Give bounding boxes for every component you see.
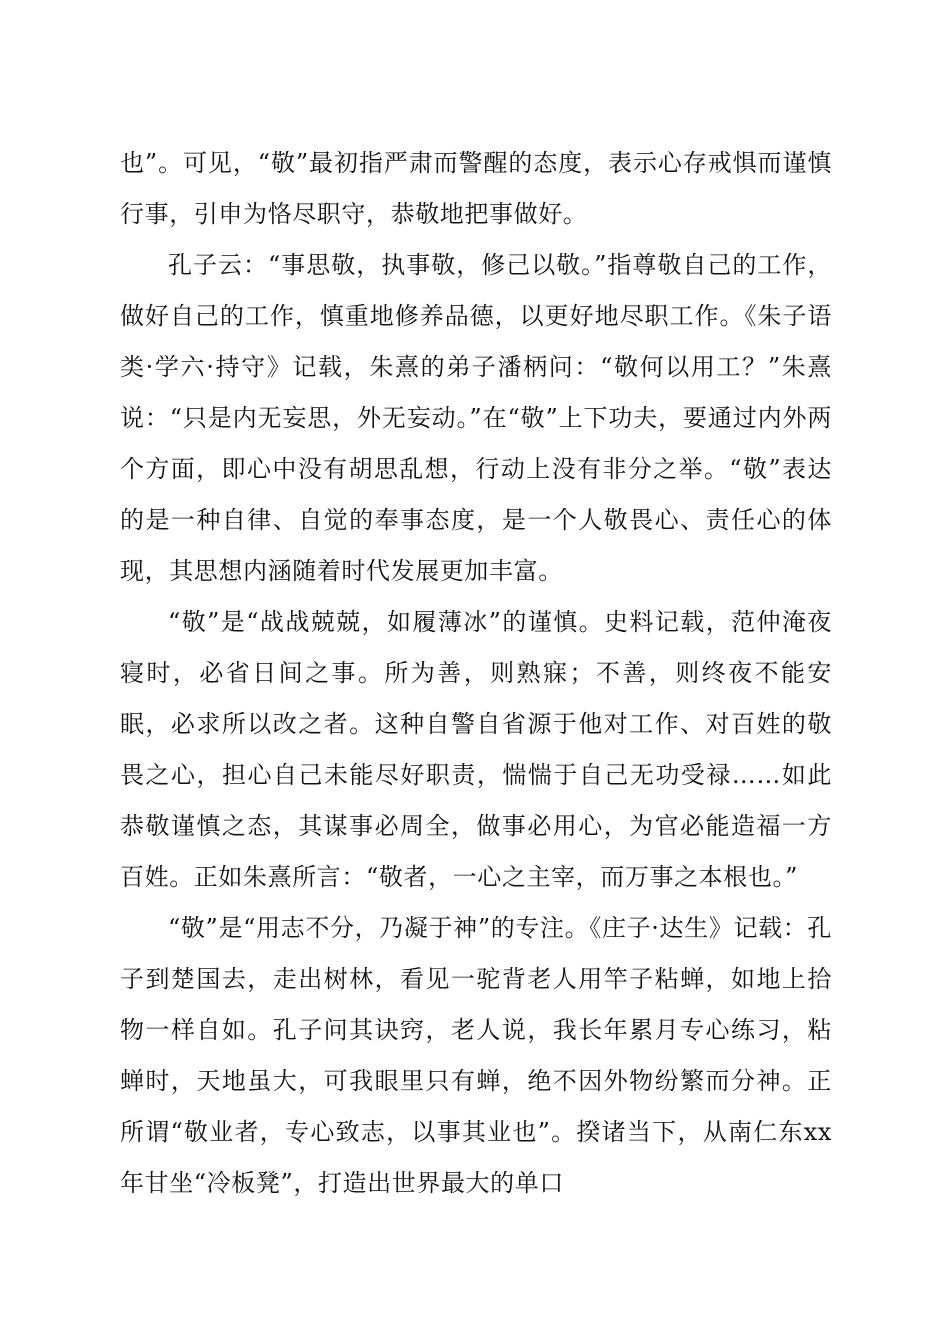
paragraph-1: 也”。可见，“敬”最初指严肃而警醒的态度，表示心存戒惧而谨慎行事，引申为恪尽职守，恭敬地把事做好。 [120,149,832,228]
document-page [120,138,832,1209]
paragraph-2: 孔子云：“事思敬，执事敬，修己以敬。”指尊敬自己的工作，做好自己的工作，慎重地修养品德，以更好地尽职工作。《朱子语类·学六·持守》记载，朱熹的弟子潘柄问：“敬何以用工？”朱熹说：“只是内无妄思，外无妄动。”在“敬”上下功夫，要通过内外两个方面，即心中没有胡思乱想，行动上没有非分之举。“敬”表达的是一种自律、自觉的奉事态度，是一个人敬畏心、责任心的体现，其思想内涵随着时代发展更加丰富。 [120,251,832,585]
paragraph-4: “敬”是“用志不分，乃凝于神”的专注。《庄子·达生》记载：孔子到楚国去，走出树林，看见一驼背老人用竿子粘蝉，如地上拾物一样自如。孔子问其诀窍，老人说，我长年累月专心练习，粘蝉时，天地虽大，可我眼里只有蝉，绝不因外物纷繁而分神。正所谓“敬业者，专心致志，以事其业也”。揆诸当下，从南仁东xx年甘坐“冷板凳”，打造出世界最大的单口 [120,914,832,1197]
paragraph-3: “敬”是“战战兢兢，如履薄冰”的谨慎。史料记载，范仲淹夜寝时，必省日间之事。所为善，则熟寐；不善，则终夜不能安眠，必求所以改之者。这种自警自省源于他对工作、对百姓的敬畏之心，担心自己未能尽好职责，惴惴于自己无功受禄……如此恭敬谨慎之态，其谋事必周全，做事必用心，为官必能造福一方百姓。正如朱熹所言：“敬者，一心之主宰，而万事之本根也。” [120,608,832,891]
